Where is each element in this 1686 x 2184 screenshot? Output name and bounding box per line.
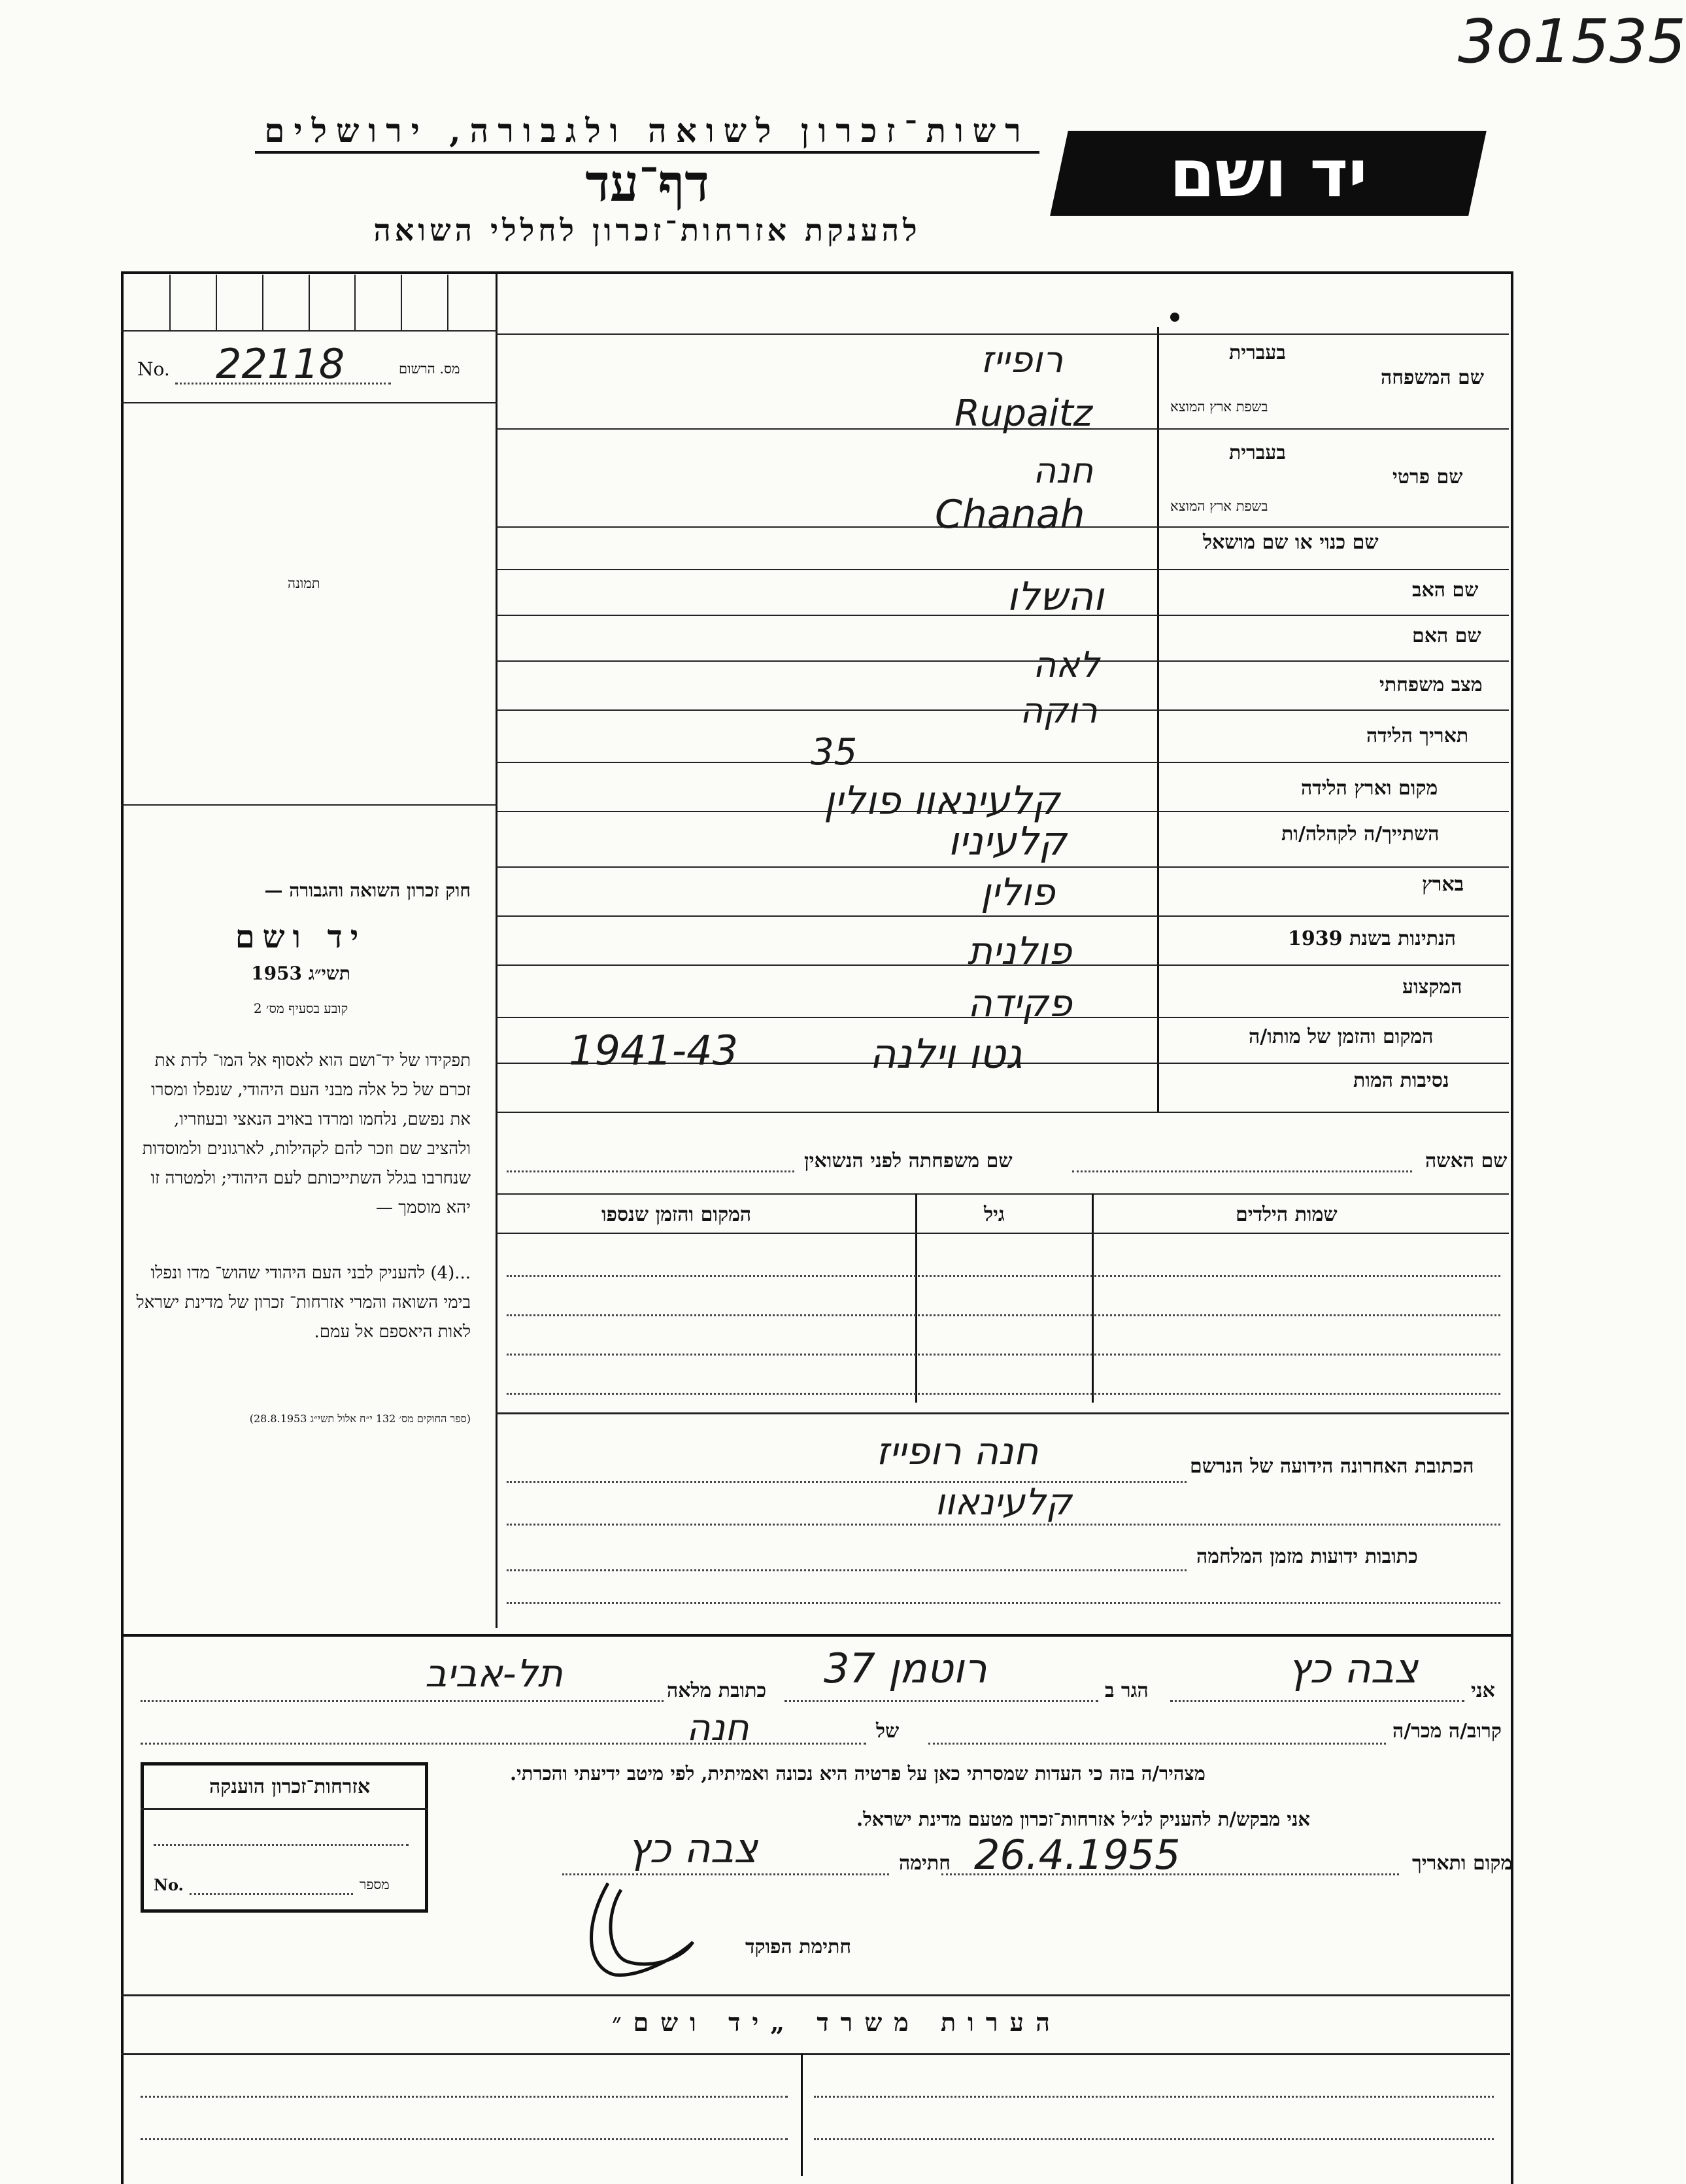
value-nationality-1939: פולנית [968, 929, 1072, 973]
label-signature: חתימה [899, 1852, 951, 1875]
label-origin-lang-1: בשפת ארץ המוצא [1170, 399, 1268, 415]
col-children-names: שמות הילדים [1236, 1203, 1338, 1226]
label-origin-lang-2: בשפת ארץ המוצא [1170, 498, 1268, 514]
label-nickname: שם כנוי או שם מושאל [1203, 531, 1379, 554]
value-marital: רוקה [1020, 690, 1098, 731]
label-community: השתייך/ה לקהלה/ות [1281, 823, 1440, 845]
request-statement: אני מבקש/ת להעניק לנ״ל אזרחות־זכרון מטעם מדינת ישראל. [856, 1808, 1310, 1830]
registration-label: מס. הרשום [399, 361, 460, 377]
value-family-name-latin: Rupaitz [954, 392, 1093, 435]
form-title: דף־עד [585, 154, 709, 213]
law-text-1: תפקידו של יד־ושם הוא לאסוף אל המו־ לדת את זכרם של כל אלה מבני העם היהודי, שנפלו ומסרו את נפשם, נלחמו ומרדו באויב הנאצי ובעוזריו, ולהציב שם וזכר להם לקהילות, לארגונים ולמוסדות שנחרבו בגלל השתייכותם לעם היהודי; ולמטרה זו יהא מוסמך — [142, 1051, 471, 1218]
value-age: 35 [811, 731, 858, 774]
label-official-signature: חתימת הפוקד [745, 1936, 852, 1958]
truth-statement: מצהיר/ה בזה כי העדות שמסרתי כאן על פרטיה היא נכונה ואמיתית, לפי מיטב ידיעתי והכרתי. [510, 1762, 1205, 1784]
value-declarant: צבה כץ [1288, 1645, 1419, 1692]
label-last-address: הכתובת האחרונה הידועה של הנרשם [1190, 1455, 1474, 1478]
value-death-year: 1941-43 [569, 1027, 739, 1074]
label-ani: אני [1471, 1679, 1495, 1702]
label-country: בארץ [1422, 873, 1464, 896]
registration-no-label: No. [137, 358, 170, 380]
yad-vashem-logo [1050, 131, 1487, 216]
photo-label: תמונה [288, 575, 320, 591]
label-father: שם האב [1412, 579, 1479, 602]
label-of: של [876, 1720, 900, 1743]
label-relative: קרוב/ה מכר/ה [1392, 1720, 1502, 1743]
value-signature: צבה כץ [628, 1824, 758, 1872]
label-birthplace: מקום וארץ הלידה [1301, 777, 1438, 800]
law-title: חוק זכרון השואה והגבורה — [264, 879, 471, 901]
label-family-name: שם המשפחה [1381, 366, 1485, 389]
value-death-place: גטו וילנה [869, 1030, 1022, 1078]
label-first-name: שם פרטי [1392, 466, 1463, 488]
archive-number: 3o1535 [1458, 7, 1686, 77]
org-line: רשות־זכרון לשואה ולגבורה, ירושלים [255, 111, 1039, 154]
value-relation: חנה [686, 1707, 749, 1749]
logo-text: יד ושם [1169, 135, 1368, 212]
value-date: 26.4.1955 [974, 1831, 1181, 1879]
grid-cells [124, 275, 494, 330]
label-marital: מצב משפחתי [1379, 674, 1483, 696]
value-first-name-he: חנה [1033, 450, 1094, 491]
value-mother: לאה [1033, 644, 1100, 685]
registration-number: 22118 [216, 340, 345, 388]
law-text-2: ...(4) להעניק לבני העם היהודי שהוש־ מדו ונפלו בימי השואה והמרי אזרחות־ זכרון של מדינת ישראל לאות היאספם אל עמם. [136, 1263, 471, 1342]
law-clause: קובע בסעיף מס׳ 2 [253, 1000, 348, 1016]
value-birthplace: קלעינאוו פולין [824, 778, 1060, 824]
label-full-address: כתובת מלאה [667, 1679, 767, 1702]
label-maiden-name: שם משפחתה לפני הנשואין [804, 1150, 1013, 1172]
label-place-date: מקום ותאריך [1412, 1852, 1513, 1875]
value-city: תל-אביב [425, 1651, 563, 1696]
value-profession: פקידה [968, 981, 1072, 1025]
citizenship-no-label: No. [154, 1875, 184, 1894]
label-profession: המקצוע [1402, 976, 1462, 998]
value-last-address-1: חנה רופייז [876, 1429, 1039, 1473]
official-signature-scribble [569, 1877, 706, 1981]
col-place-time: המקום והזמן שנספו [601, 1203, 752, 1226]
value-country: פולין [981, 870, 1055, 914]
law-name: יד ושם [235, 919, 367, 955]
value-father: והשלו [1007, 574, 1104, 620]
col-age: גיל [984, 1203, 1005, 1226]
office-notes-title: הערות משרד „יד ושם״ [612, 2007, 1062, 2037]
label-status-1939: הנתינות בשנת 1939 [1288, 927, 1457, 950]
value-community: קלעיניו [948, 819, 1067, 864]
label-war-address: כתובות ידועות מזמן המלחמה [1196, 1545, 1418, 1568]
label-death-place: המקום והזמן של מותו/ה [1249, 1025, 1434, 1048]
label-mother: שם האם [1412, 624, 1481, 647]
dot-mark [1170, 313, 1179, 322]
citizenship-box-title: אזרחות־זכרון הוענקה [209, 1775, 371, 1798]
label-wife: שם האשה [1425, 1150, 1508, 1172]
law-year: תשי״ג 1953 [251, 963, 350, 984]
label-lives-at: הגר ב [1105, 1679, 1149, 1702]
citizenship-number-label: מספר [360, 1877, 390, 1892]
label-birthdate: תאריך הלידה [1366, 725, 1469, 747]
value-last-address-2: קלעינאוו [935, 1481, 1072, 1524]
form-subtitle: להענקת אזרחות־זכרון לחללי השואה [373, 213, 921, 248]
label-in-hebrew-1: בעברית [1229, 341, 1286, 364]
value-family-name-he: רופייז [981, 339, 1064, 381]
label-in-hebrew-2: בעברית [1229, 441, 1286, 464]
value-first-name-latin: Chanah [935, 492, 1085, 537]
law-reference: (ספר החוקים מס׳ 132 י״ח אלול תשי״ג 28.8.1953) [249, 1412, 471, 1425]
value-street: רוטמן 37 [824, 1645, 987, 1692]
label-death-cause: נסיבות המות [1353, 1069, 1449, 1092]
